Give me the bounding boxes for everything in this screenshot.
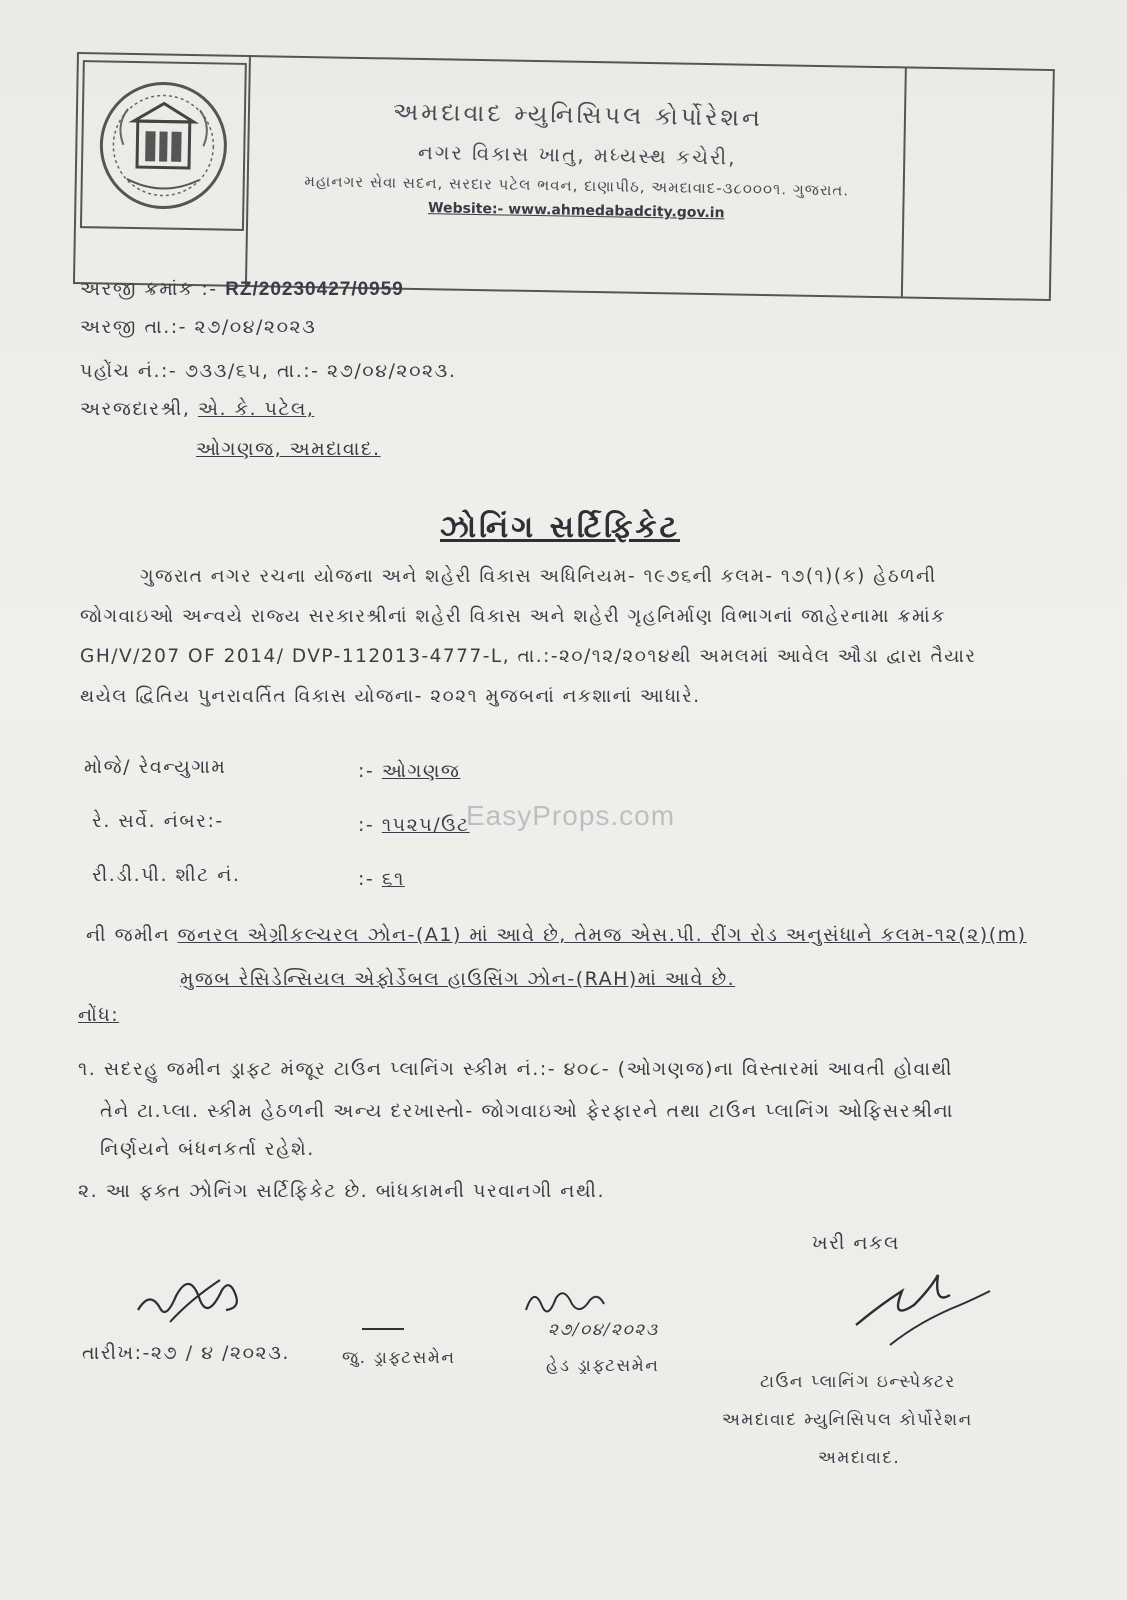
org-department: નગર વિકાસ ખાતુ, મધ્યસ્થ કચેરી, — [417, 139, 737, 170]
applicant-address: ઓગણજ, અમદાવાદ. — [196, 438, 381, 460]
amc-emblem-icon — [92, 74, 234, 216]
note-1-line-2: તેને ટા.પ્લા. સ્કીમ હેઠળની અન્ય દરખાસ્તો- જોગવાઇઓ ફેરફારને તથા ટાઉન પ્લાનિંગ ઓફિસરશ્રીના — [100, 1100, 954, 1122]
detail-village-value: ઓગણજ — [381, 760, 461, 782]
applicant-label: અરજદારશ્રી, — [80, 398, 191, 420]
receipt-label: પહોંચ નં.:- — [80, 360, 178, 382]
footer-date: તારીખ:-૨૭ / ૪ /૨૦૨૩. — [82, 1342, 290, 1364]
true-copy-label: ખરી નકલ — [812, 1232, 900, 1254]
application-number-label: અરજી ક્રમાંક :- — [80, 278, 218, 300]
detail-sheet-value: ૬૧ — [381, 868, 405, 890]
zone-line-1 — [86, 924, 1027, 946]
applicant-name: એ. કે. પટેલ, — [197, 398, 315, 420]
zone-general-agri: જનરલ એગ્રીકલ્ચરલ ઝોન-(A1) માં આવે છે, તેમજ એસ.પી. રીંગ રોડ અનુસંધાને કલમ-૧૨(૨)(m) — [177, 924, 1027, 946]
note-1-line-3: નિર્ણયને બંધનકર્તા રહેશે. — [100, 1138, 315, 1160]
emblem-box — [80, 60, 247, 231]
notes-heading: નોંધ: — [78, 1004, 120, 1026]
detail-separator: :- — [358, 868, 375, 890]
detail-village-row — [358, 760, 460, 782]
note-2: ૨. આ ફક્ત ઝોનિંગ સર્ટિફિકેટ છે. બાંધકામની પરવાનગી નથી. — [78, 1180, 605, 1202]
application-date-value: ૨૭/૦૪/૨૦૨૩ — [194, 316, 317, 338]
body-line-1: ગુજરાત નગર રચના યોજના અને શહેરી વિકાસ અધિનિયમ- ૧૯૭૬ની કલમ- ૧૭(૧)(ક) હેઠળની — [140, 566, 937, 587]
application-date-label: અરજી તા.:- — [80, 316, 187, 338]
org-address: મહાનગર સેવા સદન, સરદાર પટેલ ભવન, દાણાપીઠ, અમદાવાદ-૩૮૦૦૦૧. ગુજરાત. — [304, 171, 850, 200]
body-line-4: થયેલ દ્વિતિય પુનરાવર્તિત વિકાસ યોજના- ૨૦૨૧ મુજબનાં નકશાનાં આધારે. — [80, 686, 701, 707]
note-1-line-1: ૧. સદરહુ જમીન ડ્રાફ્ટ મંજૂર ટાઉન પ્લાનિંગ સ્કીમ નં.:- ૪૦૮- (ઓગણજ)ના વિસ્તારમાં આવતી હોવાથી — [78, 1058, 953, 1080]
detail-sheet-label: રી.ડી.પી. શીટ નં. — [92, 864, 241, 886]
org-name: અમદાવાદ મ્યુનિસિપલ કોર્પોરેશન — [392, 97, 764, 132]
detail-survey-row — [358, 814, 470, 836]
application-number-value: RZ/20230427/0959 — [225, 279, 404, 300]
inspector-signature — [850, 1265, 1000, 1355]
org-block — [256, 95, 898, 224]
body-line-3: GH/V/207 OF 2014/ DVP-112013-4777-L, તા.:-૨૦/૧૨/૨૦૧૪થી અમલમાં આવેલ ઔડા દ્વારા તૈયાર — [80, 646, 977, 667]
jr-draftsman-dash — [362, 1328, 404, 1330]
head-draftsman-date: ૨૭/૦૪/૨૦૨૩ — [548, 1320, 659, 1340]
detail-separator: :- — [358, 814, 375, 836]
certificate-title: ઝોનિંગ સર્ટિફિકેટ — [440, 510, 680, 545]
body-line-2: જોગવાઇઓ અન્વયે રાજ્ય સરકારશ્રીનાં શહેરી વિકાસ અને શહેરી ગૃહનિર્માણ વિભાગનાં જાહેરનામા ક્રમાંક — [80, 606, 946, 627]
detail-village-label: મોજે/ રેવન્યુગામ — [84, 756, 227, 778]
applicant-row — [80, 398, 314, 420]
receipt-value: ૭૩૩/૬૫, તા.:- ૨૭/૦૪/૨૦૨૩. — [184, 360, 457, 382]
receipt-row — [80, 360, 456, 382]
detail-separator: :- — [358, 760, 375, 782]
detail-survey-label: રે. સર્વે. નંબર:- — [92, 810, 224, 832]
watermark: EasyProps.com — [466, 800, 676, 831]
head-draftsman-title: હેડ ડ્રાફ્ટસમેન — [546, 1356, 660, 1376]
letterhead-divider-right — [901, 68, 907, 296]
org-website: Website:- www.ahmedabadcity.gov.in — [427, 200, 725, 222]
application-date-row — [80, 316, 316, 338]
application-number-row — [80, 278, 404, 301]
zone-prefix: ની જમીન — [86, 924, 171, 946]
inspector-city: અમદાવાદ. — [818, 1448, 901, 1468]
jr-draftsman-title: જુ. ડ્રાફ્ટસમેન — [342, 1348, 456, 1368]
detail-survey-value: ૧૫૨૫/ઉટ — [381, 814, 470, 836]
letterhead — [73, 52, 1055, 301]
detail-sheet-row — [358, 868, 405, 890]
zone-line-2: મુજબ રેસિડેન્સિયલ એફોર્ડેબલ હાઉસિંગ ઝોન-(RAH)માં આવે છે. — [180, 968, 736, 990]
inspector-corporation: અમદાવાદ મ્યુનિસિપલ કોર્પોરેશન — [722, 1410, 973, 1430]
inspector-title: ટાઉન પ્લાનિંગ ઇન્સ્પેક્ટર — [760, 1372, 956, 1392]
jr-draftsman-signature — [130, 1260, 250, 1340]
